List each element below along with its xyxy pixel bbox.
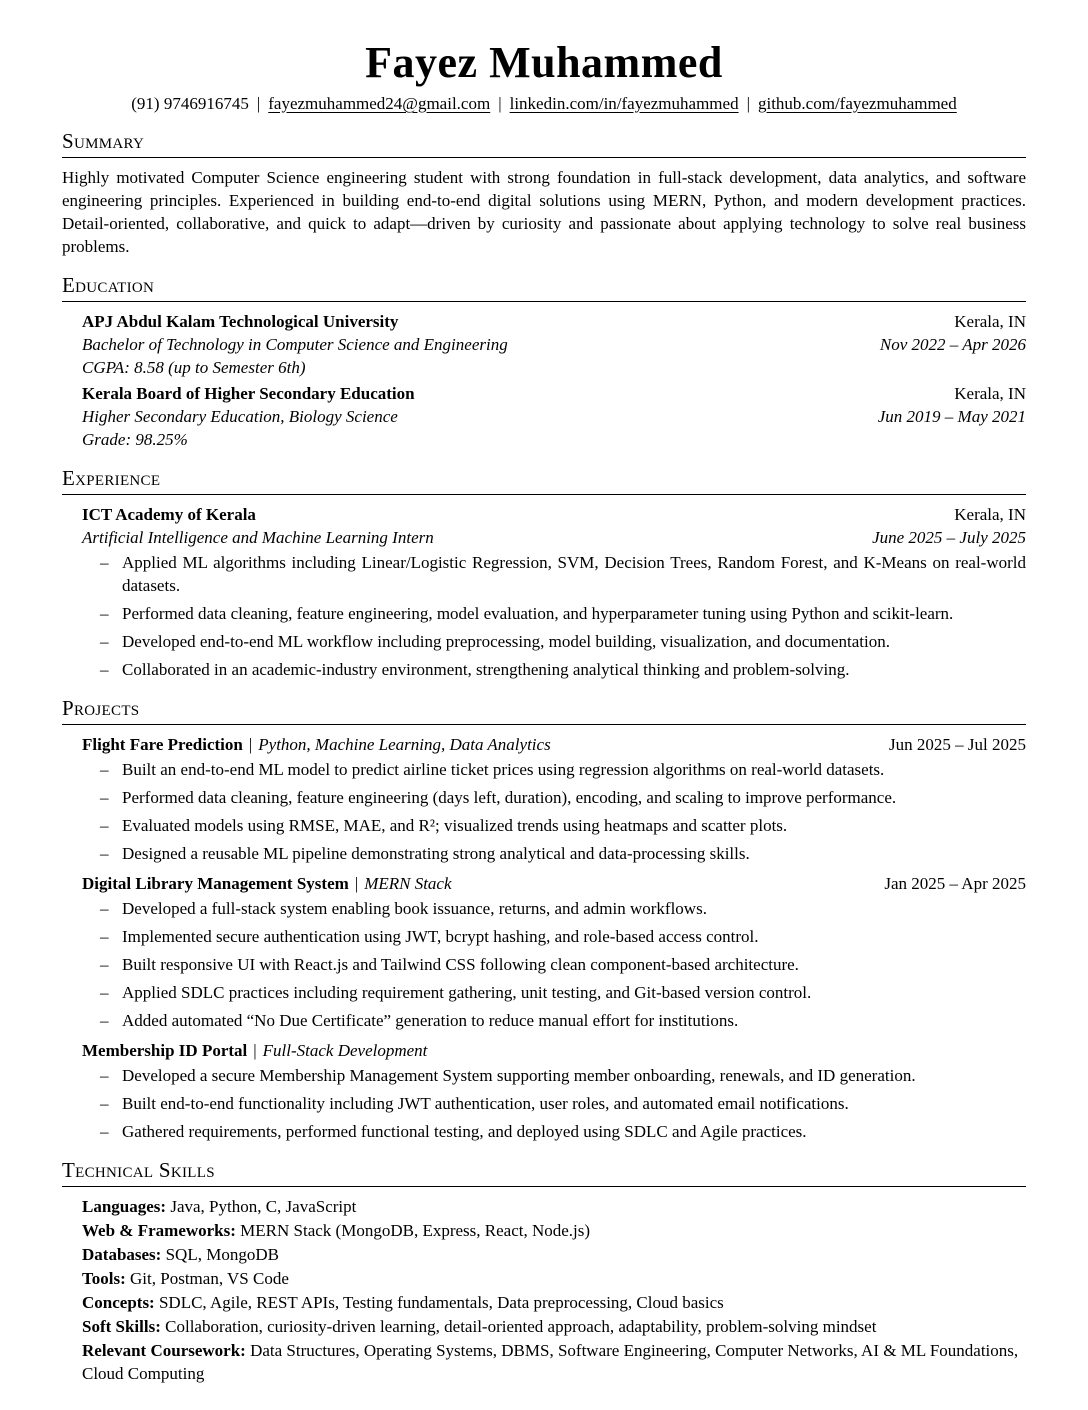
summary-section-title: Summary xyxy=(62,129,1026,158)
skill-line xyxy=(82,1267,1026,1290)
bullet-item xyxy=(100,786,1026,809)
linkedin-link[interactable]: linkedin.com/in/fayezmuhammed xyxy=(509,93,739,113)
experience-section-title: Experience xyxy=(62,466,1026,495)
project-heading xyxy=(82,1039,427,1062)
project-name: Membership ID Portal xyxy=(82,1040,248,1060)
bullet-item xyxy=(100,981,1026,1004)
bullet-text: Applied SDLC practices including requirement gathering, unit testing, and Git-based version control. xyxy=(122,982,812,1002)
bullet-dash: – xyxy=(100,631,109,651)
institution-name: APJ Abdul Kalam Technological University xyxy=(82,311,399,331)
bullet-text: Developed end-to-end ML workflow including preprocessing, model building, visualization, and documentation. xyxy=(122,631,890,651)
bullet-list xyxy=(82,551,1026,681)
skill-line xyxy=(82,1195,1026,1218)
bullet-dash: – xyxy=(100,815,109,835)
bullet-dash: – xyxy=(100,787,109,807)
skill-value: SDLC, Agile, REST APIs, Testing fundamentals, Data preprocessing, Cloud basics xyxy=(158,1292,724,1312)
project-entry xyxy=(82,733,1026,865)
skill-value: SQL, MongoDB xyxy=(165,1244,279,1264)
bullet-text: Gathered requirements, performed functional testing, and deployed using SDLC and Agile practices. xyxy=(122,1121,807,1141)
bullet-dash: – xyxy=(100,659,109,679)
skills-list xyxy=(62,1195,1026,1385)
project-entry xyxy=(82,1039,1026,1143)
bullet-dash: – xyxy=(100,843,109,863)
education-section-title: Education xyxy=(62,273,1026,302)
bullet-dash: – xyxy=(100,982,109,1002)
skill-line xyxy=(82,1339,1026,1385)
bullet-dash: – xyxy=(100,954,109,974)
phone-number: (91) 9746916745 xyxy=(131,93,249,113)
bullet-item xyxy=(100,925,1026,948)
bullet-list xyxy=(82,897,1026,1032)
resume-header xyxy=(62,38,1026,114)
contact-separator: | xyxy=(498,93,502,113)
project-name: Flight Fare Prediction xyxy=(82,734,243,754)
bullet-text: Designed a reusable ML pipeline demonstrating strong analytical and data-processing skills. xyxy=(122,843,750,863)
entry-location: Kerala, IN xyxy=(954,504,1026,524)
section-summary xyxy=(62,129,1026,258)
bullet-text: Added automated “No Due Certificate” generation to reduce manual effort for institutions. xyxy=(122,1010,739,1030)
email-link[interactable]: fayezmuhammed24@gmail.com xyxy=(268,93,491,113)
skill-label: Tools: xyxy=(82,1268,126,1288)
role-title: Artificial Intelligence and Machine Learning Intern xyxy=(82,527,434,547)
bullet-text: Built an end-to-end ML model to predict airline ticket prices using regression algorithms on real-world datasets. xyxy=(122,759,885,779)
bullet-item xyxy=(100,602,1026,625)
degree-name: Bachelor of Technology in Computer Science and Engineering xyxy=(82,334,508,354)
bullet-dash: – xyxy=(100,552,109,572)
project-heading xyxy=(82,872,452,895)
entry-location: Kerala, IN xyxy=(954,383,1026,403)
skill-label: Languages: xyxy=(82,1196,167,1216)
skills-section-title: Technical Skills xyxy=(62,1158,1026,1187)
skill-line xyxy=(82,1315,1026,1338)
education-entries xyxy=(62,310,1026,451)
skill-label: Concepts: xyxy=(82,1292,155,1312)
bullet-dash: – xyxy=(100,926,109,946)
bullet-item xyxy=(100,897,1026,920)
bullet-text: Performed data cleaning, feature engineering, model evaluation, and hyperparameter tuning using Python and scikit-learn. xyxy=(122,603,954,623)
bullet-text: Performed data cleaning, feature engineering (days left, duration), encoding, and scaling to improve performance. xyxy=(122,787,897,807)
bullet-item xyxy=(100,658,1026,681)
section-education xyxy=(62,273,1026,451)
skill-value: MERN Stack (MongoDB, Express, React, Node.js) xyxy=(240,1220,591,1240)
bullet-item xyxy=(100,1092,1026,1115)
person-name: Fayez Muhammed xyxy=(365,38,723,87)
company-name: ICT Academy of Kerala xyxy=(82,504,256,524)
projects-section-title: Projects xyxy=(62,696,1026,725)
entry-detail: CGPA: 8.58 (up to Semester 6th) xyxy=(82,357,306,377)
bullet-dash: – xyxy=(100,898,109,918)
bullet-item xyxy=(100,758,1026,781)
project-separator: | xyxy=(253,1040,257,1060)
skill-label: Databases: xyxy=(82,1244,162,1264)
project-tech: MERN Stack xyxy=(364,873,452,893)
bullet-list xyxy=(82,758,1026,865)
experience-entry xyxy=(82,503,1026,681)
entry-dates: June 2025 – July 2025 xyxy=(872,527,1026,547)
bullet-text: Applied ML algorithms including Linear/Logistic Regression, SVM, Decision Trees, Random Forest, and K-Means on real-world datasets. xyxy=(122,552,1026,595)
bullet-text: Collaborated in an academic-industry environment, strengthening analytical thinking and problem-solving. xyxy=(122,659,850,679)
project-entries xyxy=(62,733,1026,1143)
bullet-text: Implemented secure authentication using JWT, bcrypt hashing, and role-based access control. xyxy=(122,926,759,946)
project-entry xyxy=(82,872,1026,1032)
bullet-list xyxy=(82,1064,1026,1143)
contact-separator: | xyxy=(746,93,750,113)
bullet-item xyxy=(100,1009,1026,1032)
bullet-text: Developed a secure Membership Management System supporting member onboarding, renewals, and ID generation. xyxy=(122,1065,916,1085)
project-dates: Jun 2025 – Jul 2025 xyxy=(889,734,1026,754)
skill-label: Web & Frameworks: xyxy=(82,1220,236,1240)
project-tech: Python, Machine Learning, Data Analytics xyxy=(258,734,551,754)
bullet-item xyxy=(100,1120,1026,1143)
bullet-item xyxy=(100,814,1026,837)
summary-text: Highly motivated Computer Science engineering student with strong foundation in full-stack development, data analytics, and software engineering principles. Experienced in building end-to-end digital solutions using MERN, Python, and modern development practices. Detail-oriented, collaborative, and quick to adapt—driven by curiosity and passionate about applying technology to solve real business problems. xyxy=(62,167,1026,256)
skill-value: Collaboration, curiosity-driven learning, detail-oriented approach, adaptability, problem-solving mindset xyxy=(165,1316,877,1336)
bullet-item xyxy=(100,1064,1026,1087)
entry-dates: Nov 2022 – Apr 2026 xyxy=(879,334,1026,354)
bullet-item xyxy=(100,630,1026,653)
bullet-dash: – xyxy=(100,603,109,623)
project-name: Digital Library Management System xyxy=(82,873,349,893)
skill-value: Java, Python, C, JavaScript xyxy=(170,1196,357,1216)
skill-line xyxy=(82,1243,1026,1266)
entry-detail: Grade: 98.25% xyxy=(82,429,188,449)
bullet-text: Built end-to-end functionality including JWT authentication, user roles, and automated email notifications. xyxy=(122,1093,849,1113)
bullet-dash: – xyxy=(100,759,109,779)
bullet-dash: – xyxy=(100,1010,109,1030)
degree-name: Higher Secondary Education, Biology Science xyxy=(82,406,398,426)
bullet-item xyxy=(100,551,1026,597)
bullet-dash: – xyxy=(100,1121,109,1141)
entry-dates: Jun 2019 – May 2021 xyxy=(877,406,1026,426)
institution-name: Kerala Board of Higher Secondary Education xyxy=(82,383,415,403)
bullet-dash: – xyxy=(100,1065,109,1085)
project-separator: | xyxy=(354,873,359,893)
contact-separator: | xyxy=(256,93,261,113)
education-entry xyxy=(82,382,1026,451)
skill-line xyxy=(82,1291,1026,1314)
bullet-dash: – xyxy=(100,1093,109,1113)
education-entry xyxy=(82,310,1026,379)
entry-location: Kerala, IN xyxy=(954,311,1026,331)
contact-line xyxy=(62,94,1026,114)
skill-label: Soft Skills: xyxy=(82,1316,161,1336)
skill-label: Relevant Coursework: xyxy=(82,1340,246,1360)
section-technical-skills xyxy=(62,1158,1026,1385)
project-dates: Jan 2025 – Apr 2025 xyxy=(884,873,1026,893)
skill-line xyxy=(82,1219,1026,1242)
experience-entries xyxy=(62,503,1026,681)
github-link[interactable]: github.com/fayezmuhammed xyxy=(757,93,957,113)
bullet-item xyxy=(100,953,1026,976)
project-separator: | xyxy=(248,734,253,754)
bullet-text: Evaluated models using RMSE, MAE, and R²; visualized trends using heatmaps and scatter plots. xyxy=(122,815,788,835)
project-tech: Full-Stack Development xyxy=(262,1040,428,1060)
skill-value: Data Structures, Operating Systems, DBMS, Software Engineering, Computer Networks, AI & ML Foundations, Cloud Computing xyxy=(82,1340,1019,1383)
bullet-text: Built responsive UI with React.js and Tailwind CSS following clean component-based architecture. xyxy=(122,954,799,974)
project-heading xyxy=(82,733,551,756)
section-projects xyxy=(62,696,1026,1143)
skill-value: Git, Postman, VS Code xyxy=(130,1268,289,1288)
bullet-item xyxy=(100,842,1026,865)
section-experience xyxy=(62,466,1026,681)
bullet-text: Developed a full-stack system enabling book issuance, returns, and admin workflows. xyxy=(122,898,707,918)
